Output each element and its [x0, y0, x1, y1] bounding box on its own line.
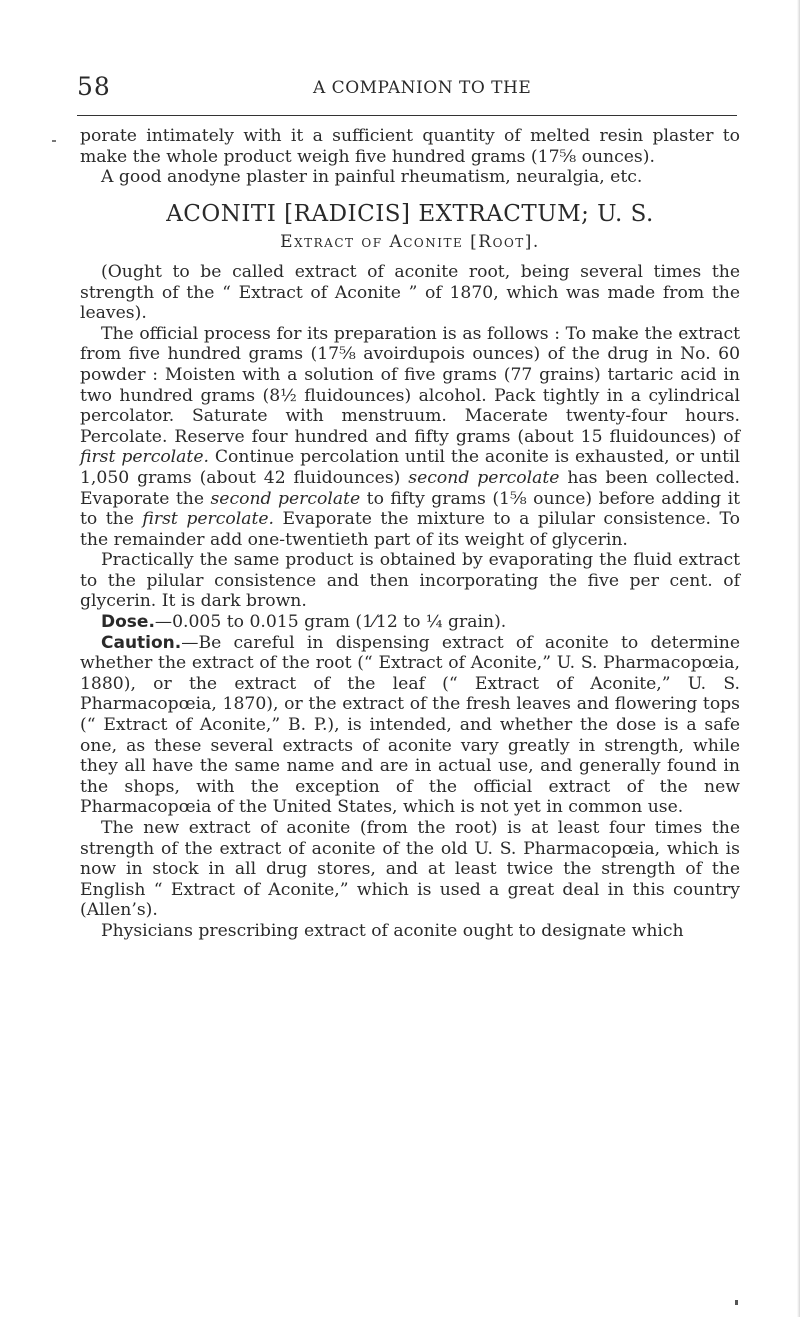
first-percolate-term: first percolate.	[80, 447, 209, 468]
process-text: Continue percolation until the aconite is exhausted, or until 1,050 grams (about 42 fluidounces)	[80, 447, 740, 488]
caution-text: —Be careful in dispensing extract of aconite to determine whether the extract of the root (“ Extract of Aconite,” U. S. Pharmacopœia, 1880), or the extract of the leaf (“ Extract of Aconite,” U. S. Pharmacopœia, 1870), or the extract of the fresh leaves and flowering tops (“ Extract of Aconite,” B. P.), is intended, and whether the dose is a safe one, as these several extracts of aconite vary greatly in strength, while they all have the same name and are in actual use, and generally found in the shops, with the exception of the official extract of the new Pharmacopœia of the United States, which is not yet in common use.	[80, 632, 740, 818]
scan-artifact	[52, 140, 56, 142]
page-number: 58	[77, 72, 111, 101]
running-title: A COMPANION TO THE	[313, 78, 532, 98]
section-subheading: Extract of Aconite [Root].	[280, 232, 540, 253]
dose-text: —0.005 to 0.015 gram (1⁄12 to ¼ grain).	[154, 612, 507, 633]
paragraph-process	[80, 324, 740, 551]
scan-artifact	[735, 1300, 738, 1305]
paragraph-new-extract: The new extract of aconite (from the root) is at least four times the strength of the extract of aconite of the old U. S. Pharmacopœia, which is now in stock in all drug stores, and at least twice the strength of the English “ Extract of Aconite,” which is used a great deal in this country (Allen’s).	[80, 818, 740, 921]
paragraph-anodyne: A good anodyne plaster in painful rheumatism, neuralgia, etc.	[101, 167, 643, 188]
process-text: has been collected. Evaporate the	[80, 467, 740, 509]
body-text	[80, 126, 740, 942]
caution-label: Caution.	[101, 632, 182, 653]
second-percolate-term: second percolate	[210, 488, 361, 509]
paragraph-caution	[80, 633, 740, 818]
process-text: The official process for its preparation is as follows : To make the extract from five hundred grams (17⅝ avoirdupois ounces) of the drug in No. 60 powder : Moisten with a solution of five grams (77 grains) tartaric acid in two hundred grams (8½ fluidounces) alcohol. Pack tightly in a cylindrical percolator. Saturate with menstruum. Macerate twenty-four hours. Percolate. Reserve four hundred and fifty grams (about 15 fluidounces) of	[80, 323, 740, 447]
paragraph-practically: Practically the same product is obtained by evaporating the fluid extract to the pilular consistence and then incorporating the five per cent. of glycerin. It is dark brown.	[80, 550, 740, 612]
running-head	[77, 72, 737, 102]
first-percolate-term: first percolate.	[142, 509, 274, 530]
process-text: Evaporate the mixture to a pilular consistence. To the remainder add one-twentieth part of its weight of glycerin.	[80, 509, 741, 550]
process-text: to fifty grams (1⅝ ounce) before adding it to the	[80, 488, 740, 530]
paragraph-note: (Ought to be called extract of aconite root, being several times the strength of the “ Extract of Aconite ” of 1870, which was made from the leaves).	[80, 261, 740, 324]
header-rule	[77, 115, 737, 116]
paragraph-continuation: porate intimately with it a sufficient quantity of melted resin plaster to make the whole product weigh five hundred grams (17⅝ ounces).	[80, 126, 740, 167]
dose-label: Dose.	[101, 612, 155, 633]
paragraph-physicians: Physicians prescribing extract of aconite ought to designate which	[101, 920, 684, 941]
paragraph-dose	[80, 612, 740, 633]
second-percolate-term: second percolate	[408, 467, 560, 488]
section-heading: ACONITI [RADICIS] EXTRACTUM; U. S.	[166, 200, 654, 227]
